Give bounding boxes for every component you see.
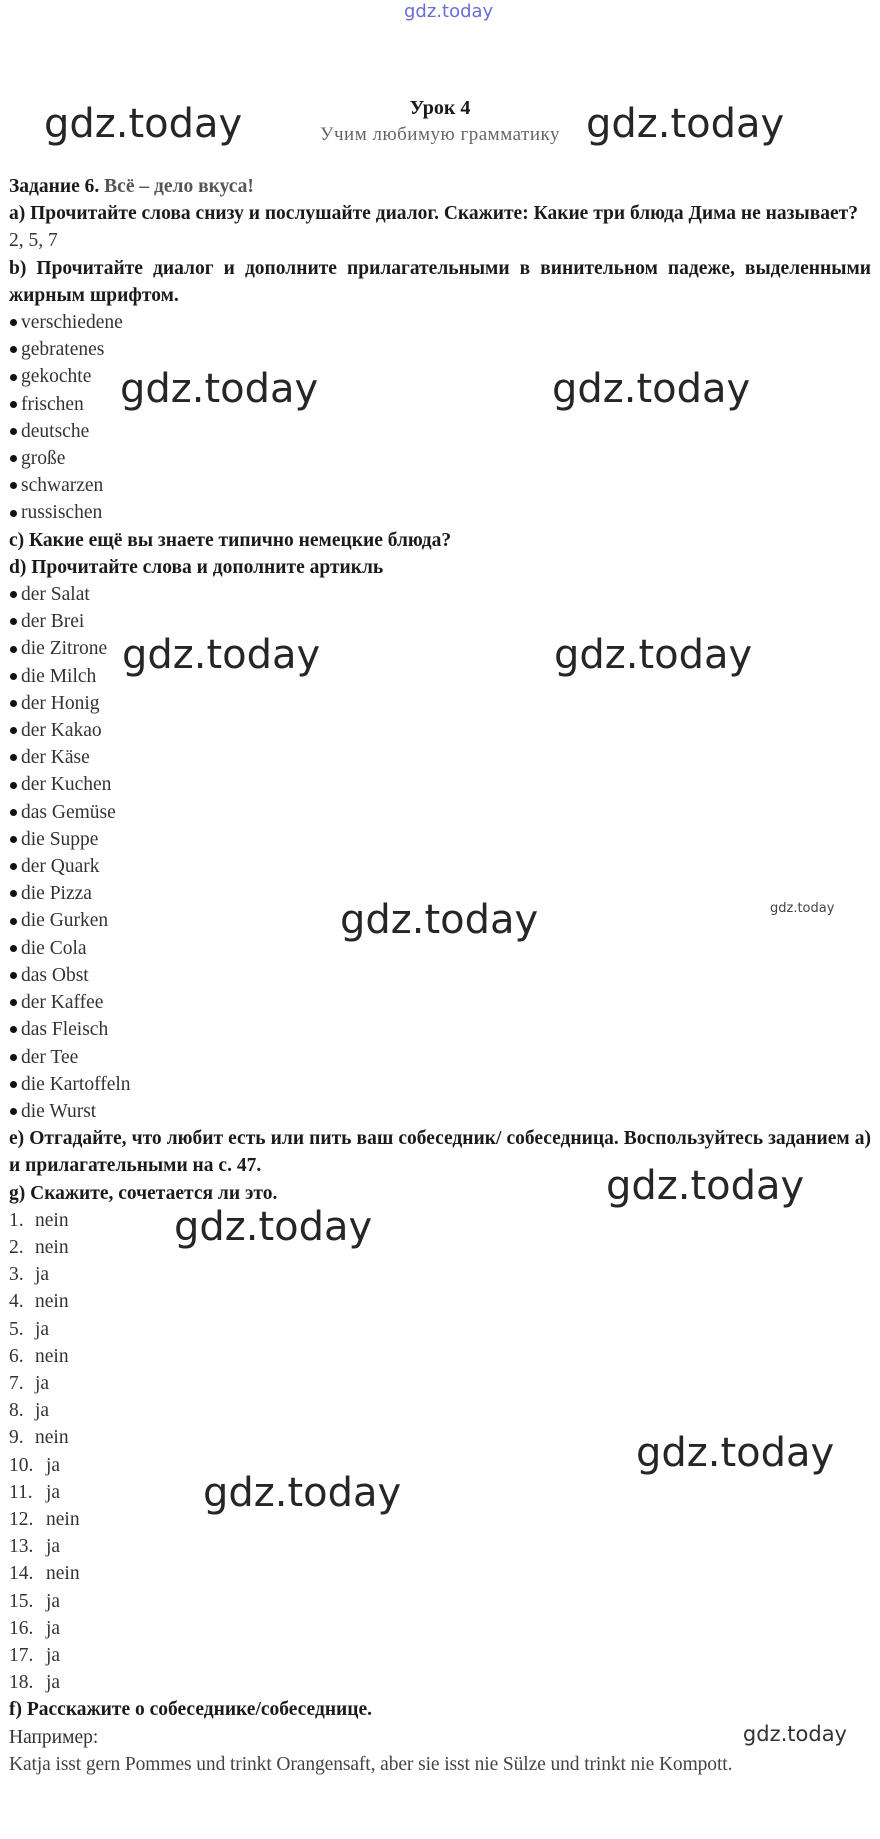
answer-value: ja (35, 1372, 50, 1394)
list-item-text: gebratenes (21, 339, 105, 361)
list-item (9, 1098, 871, 1125)
document-body (9, 173, 871, 1778)
list-item (9, 445, 871, 472)
bullet-icon (10, 374, 17, 381)
answer-item (9, 1370, 871, 1397)
answer-number: 16. (9, 1617, 34, 1639)
answer-item (9, 1316, 871, 1343)
list-item (9, 663, 871, 690)
answer-value: nein (35, 1345, 69, 1367)
bullet-icon (10, 863, 17, 870)
list-item (9, 744, 871, 771)
list-item (9, 962, 871, 989)
list-item-text: der Kakao (21, 720, 102, 742)
example-label: Например: (9, 1726, 99, 1748)
list-item-text: die Gurken (21, 910, 109, 932)
bullet-icon (10, 836, 17, 843)
part-g-answers (9, 1204, 871, 1697)
list-item-text: der Salat (21, 584, 90, 606)
bullet-icon (10, 319, 17, 326)
bullet-icon (10, 646, 17, 653)
list-item (9, 581, 871, 608)
list-item (9, 826, 871, 853)
answer-value: ja (35, 1400, 50, 1422)
part-d-list (9, 581, 871, 1125)
answer-value: nein (46, 1508, 80, 1530)
bullet-icon (10, 1108, 17, 1115)
part-e-instruction: e) Отгадайте, что любит есть или пить ваш собеседник/ собеседница. Воспользуйтесь заданием а) и прилагательными на с. 47. (9, 1128, 871, 1177)
list-item (9, 989, 871, 1016)
answer-number: 8. (9, 1400, 24, 1422)
answer-item (9, 1288, 871, 1315)
answer-item (9, 1506, 871, 1533)
watermark: gdz.today (122, 632, 321, 678)
watermark: gdz.today (554, 632, 753, 678)
list-item-text: der Tee (21, 1046, 79, 1068)
answer-item (9, 1615, 871, 1642)
list-item (9, 717, 871, 744)
lesson-subtitle: Учим любимую грамматику (320, 124, 560, 145)
watermark: gdz.today (340, 897, 539, 943)
answer-number: 4. (9, 1291, 24, 1313)
part-d-instruction: d) Прочитайте слова и дополните артикль (9, 556, 384, 578)
answer-value: nein (35, 1236, 69, 1258)
task-title: Всё – дело вкуса! (104, 176, 254, 197)
answer-item (9, 1642, 871, 1669)
part-f-instruction: f) Расскажите о собеседнике/собеседнице. (9, 1699, 373, 1721)
watermark: gdz.today (606, 1163, 805, 1209)
watermark: gdz.today (552, 366, 751, 412)
list-item-text: die Wurst (21, 1100, 97, 1122)
part-a-answer: 2, 5, 7 (9, 230, 58, 252)
part-b-instruction: b) Прочитайте диалог и дополните прилагательными в винительном падеже, выделенными жирным шрифтом. (9, 257, 871, 306)
bullet-icon (10, 618, 17, 625)
bullet-icon (10, 346, 17, 353)
answer-number: 11. (9, 1481, 33, 1503)
list-item (9, 608, 871, 635)
list-item (9, 880, 871, 907)
bullet-icon (10, 1081, 17, 1088)
bullet-icon (10, 591, 17, 598)
bullet-icon (10, 999, 17, 1006)
list-item-text: deutsche (21, 420, 90, 442)
answer-number: 5. (9, 1318, 24, 1340)
part-b-list (9, 309, 871, 527)
answer-number: 12. (9, 1508, 34, 1530)
list-item (9, 935, 871, 962)
list-item-text: der Kaffee (21, 992, 104, 1014)
answer-value: ja (35, 1264, 50, 1286)
answer-item (9, 1343, 871, 1370)
watermark: gdz.today (636, 1430, 835, 1476)
list-item-text: der Brei (21, 611, 85, 633)
answer-item (9, 1261, 871, 1288)
answer-item (9, 1533, 871, 1560)
answer-number: 6. (9, 1345, 24, 1367)
list-item (9, 853, 871, 880)
answer-number: 15. (9, 1590, 34, 1612)
answer-item (9, 1207, 871, 1234)
list-item (9, 1016, 871, 1043)
bullet-icon (10, 727, 17, 734)
example-sentence: Katja isst gern Pommes und trinkt Orangensaft, aber sie isst nie Sülze und trinkt nie Kompott. (9, 1753, 733, 1775)
answer-value: ja (46, 1454, 61, 1476)
watermark: gdz.today (203, 1470, 402, 1516)
list-item-text: die Zitrone (21, 638, 108, 660)
list-item-text: große (21, 448, 66, 470)
list-item (9, 1044, 871, 1071)
list-item-text: die Suppe (21, 828, 99, 850)
list-item (9, 907, 871, 934)
bullet-icon (10, 972, 17, 979)
answer-number: 18. (9, 1672, 34, 1694)
list-item (9, 1071, 871, 1098)
bullet-icon (10, 918, 17, 925)
watermark: gdz.today (586, 101, 785, 147)
answer-item (9, 1397, 871, 1424)
bullet-icon (10, 401, 17, 408)
bullet-icon (10, 428, 17, 435)
list-item-text: die Pizza (21, 883, 92, 905)
list-item-text: schwarzen (21, 475, 104, 497)
answer-item (9, 1560, 871, 1587)
bullet-icon (10, 1054, 17, 1061)
watermark: gdz.today (120, 366, 319, 412)
example-row (9, 1721, 871, 1751)
answer-value: ja (46, 1590, 61, 1612)
answer-number: 14. (9, 1563, 34, 1585)
answer-number: 7. (9, 1372, 24, 1394)
lesson-title: Урок 4 (409, 97, 471, 119)
list-item-text: der Honig (21, 692, 100, 714)
answer-value: nein (46, 1563, 80, 1585)
answer-number: 2. (9, 1236, 24, 1258)
answer-number: 1. (9, 1209, 24, 1231)
list-item-text: das Obst (21, 964, 89, 986)
list-item-text: die Kartoffeln (21, 1073, 131, 1095)
watermark: gdz.today (44, 101, 243, 147)
bullet-icon (10, 890, 17, 897)
answer-number: 13. (9, 1536, 34, 1558)
bullet-icon (10, 510, 17, 517)
answer-number: 9. (9, 1427, 24, 1449)
part-a-instruction: a) Прочитайте слова снизу и послушайте диалог. Скажите: Какие три блюда Дима не называет? (9, 203, 858, 225)
part-g-instruction: g) Скажите, сочетается ли это. (9, 1182, 278, 1204)
answer-value: ja (46, 1644, 61, 1666)
list-item (9, 690, 871, 717)
list-item (9, 363, 871, 390)
bullet-icon (10, 809, 17, 816)
answer-value: nein (35, 1427, 69, 1449)
answer-item (9, 1452, 871, 1479)
answer-item (9, 1234, 871, 1261)
answer-value: nein (35, 1209, 69, 1231)
list-item-text: das Gemüse (21, 801, 116, 823)
list-item-text: das Fleisch (21, 1019, 109, 1041)
watermark-small: gdz.today (770, 901, 835, 916)
bullet-icon (10, 754, 17, 761)
list-item-text: die Milch (21, 665, 97, 687)
watermark-top: gdz.today (404, 1, 494, 22)
list-item (9, 799, 871, 826)
answer-number: 17. (9, 1644, 34, 1666)
list-item-text: der Käse (21, 747, 90, 769)
list-item-text: der Quark (21, 856, 100, 878)
answer-item (9, 1424, 871, 1451)
list-item-text: verschiedene (21, 312, 123, 334)
answer-number: 10. (9, 1454, 34, 1476)
answer-number: 3. (9, 1264, 24, 1286)
answer-item (9, 1588, 871, 1615)
list-item-text: der Kuchen (21, 774, 112, 796)
watermark-inline: gdz.today (742, 1721, 847, 1746)
part-c-instruction: c) Какие ещё вы знаете типично немецкие блюда? (9, 529, 452, 551)
list-item-text: gekochte (21, 366, 92, 388)
answer-value: ja (46, 1617, 61, 1639)
list-item-text: die Cola (21, 937, 87, 959)
list-item (9, 499, 871, 526)
list-item (9, 771, 871, 798)
watermark: gdz.today (174, 1204, 373, 1250)
list-item-text: frischen (21, 393, 84, 415)
answer-item (9, 1479, 871, 1506)
list-item (9, 336, 871, 363)
answer-value: ja (46, 1536, 61, 1558)
list-item (9, 391, 871, 418)
answer-value: ja (35, 1318, 50, 1340)
bullet-icon (10, 782, 17, 789)
bullet-icon (10, 700, 17, 707)
list-item (9, 635, 871, 662)
list-item (9, 472, 871, 499)
answer-item (9, 1669, 871, 1696)
bullet-icon (10, 945, 17, 952)
list-item (9, 309, 871, 336)
task-number: Задание 6. (9, 176, 100, 197)
answer-value: nein (35, 1291, 69, 1313)
list-item-text: russischen (21, 502, 103, 524)
bullet-icon (10, 482, 17, 489)
list-item (9, 418, 871, 445)
bullet-icon (10, 455, 17, 462)
bullet-icon (10, 673, 17, 680)
answer-value: ja (46, 1672, 61, 1694)
task-heading (9, 173, 871, 200)
answer-value: ja (46, 1481, 61, 1503)
bullet-icon (10, 1026, 17, 1033)
